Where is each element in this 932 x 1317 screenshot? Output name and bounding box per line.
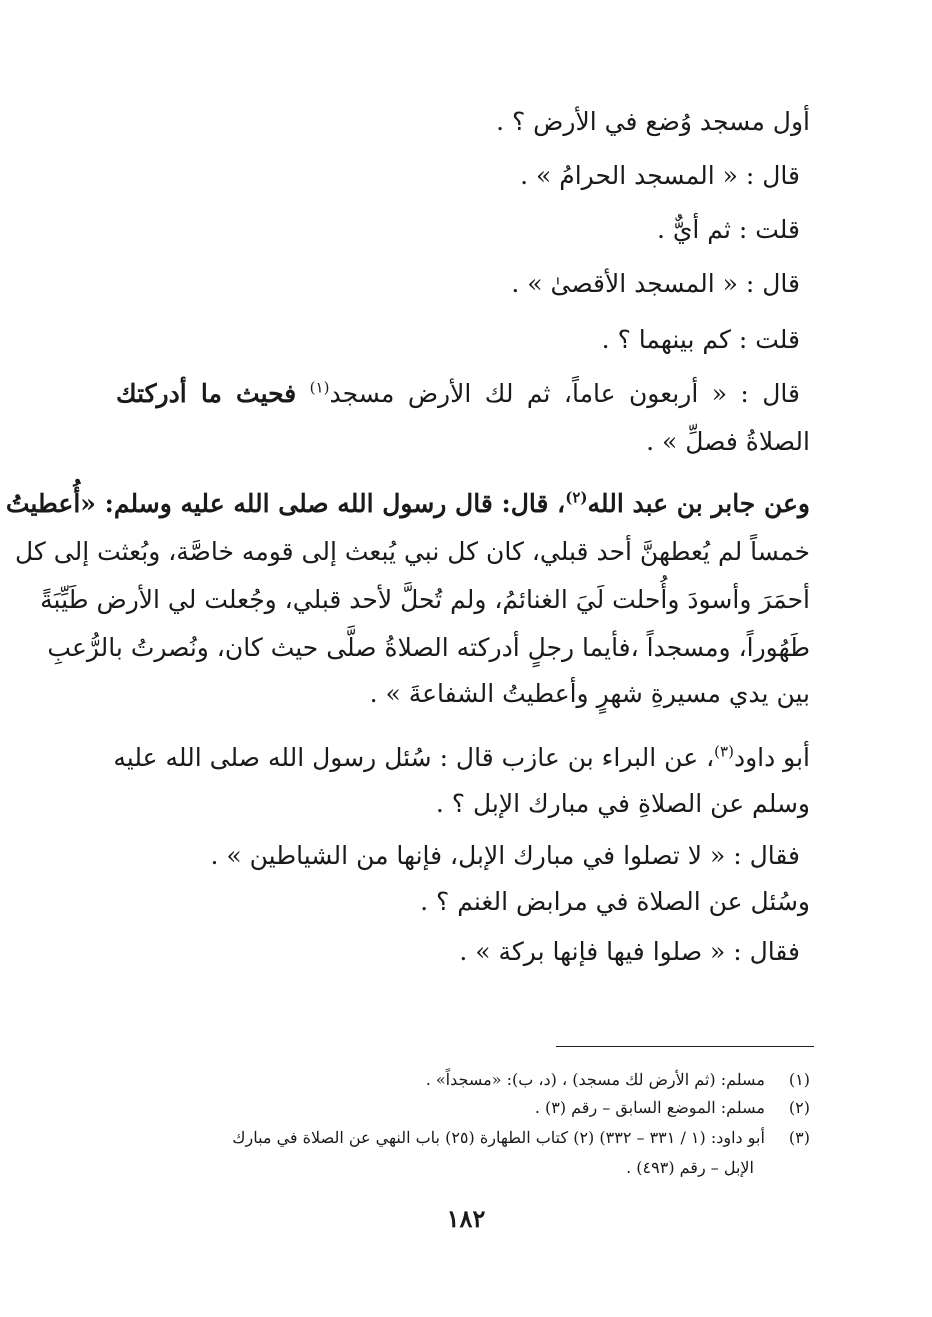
text-span: قال : « المسجد الأقصىٰ » .: [511, 269, 800, 298]
text-span: قال : « أربعون عاماً، ثم لك الأرض مسجد: [329, 379, 801, 408]
text-span: أبو داود: [733, 743, 810, 772]
text-line: [47, 628, 810, 668]
footnote-number: (٣): [788, 1128, 810, 1147]
text-line: [113, 738, 810, 778]
text-line: [520, 156, 800, 196]
text-span: الصلاةُ فصلِّ » .: [646, 427, 810, 456]
text-line: [210, 836, 800, 876]
bold-text: ، قال: قال رسول الله صلى الله عليه وسلم: «أُعطيتُ: [5, 489, 566, 518]
text-line: [370, 674, 810, 714]
text-span: قال : « المسجد الحرامُ » .: [520, 161, 800, 190]
footnote-text: أبو داود: (١ / ٣٣١ – ٣٣٢) (٢) كتاب الطهارة (٢٥) باب النهي عن الصلاة في مبارك: [232, 1128, 765, 1147]
text-line: [646, 422, 810, 462]
text-line: [436, 784, 810, 824]
text-span: فقال : « صلوا فيها فإنها بركة » .: [459, 937, 800, 966]
footnote: [426, 1066, 810, 1094]
footnote-divider: [556, 1046, 814, 1047]
text-span: طَهُوراً، ومسجداً ،فأيما رجلٍ أدركته الصلاةُ صلَّى حيث كان، ونُصرتُ بالرُّعبِ: [47, 633, 810, 662]
footnote-number: (١): [788, 1070, 810, 1089]
text-line: [496, 102, 810, 142]
text-span: أول مسجد وُضع في الأرض ؟ .: [496, 107, 810, 136]
text-span: ، عن البراء بن عازب قال : سُئل رسول الله صلى الله عليه: [113, 743, 715, 772]
text-line: [14, 532, 810, 572]
text-span: خمساً لم يُعطهنَّ أحد قبلي، كان كل نبي يُبعث إلى قومه خاصَّة، وبُعثت إلى كل: [14, 537, 810, 566]
page-number: ١٨٢: [446, 1204, 486, 1233]
text-line: [420, 882, 810, 922]
text-line: [602, 320, 800, 360]
footnote-ref[interactable]: (٢): [565, 488, 588, 507]
text-span: بين يدي مسيرةِ شهرٍ وأعطيتُ الشفاعةَ » .: [369, 679, 810, 708]
text-line: [511, 264, 800, 304]
footnote-continuation: [626, 1154, 754, 1182]
footnote-ref[interactable]: (١): [309, 378, 330, 397]
text-span: قلت : كم بينهما ؟ .: [601, 325, 800, 354]
text-line: [459, 932, 800, 972]
footnote-number: (٢): [788, 1098, 810, 1117]
text-span: قلت : ثم أيٌّ .: [656, 215, 800, 244]
footnote-text: مسلم: (ثم الأرض لك مسجد) ، (د، ب): «مسجداً» .: [425, 1070, 765, 1089]
bold-text: وعن جابر بن عبد الله: [587, 489, 810, 518]
footnote-text: الإبل – رقم (٤٩٣) .: [626, 1158, 754, 1177]
text-span: أحمَرَ وأسودَ وأُحلت لَيَ الغنائمُ، ولم تُحلَّ لأحد قبلي، وجُعلت لي الأرض طَيِّبَةً: [40, 585, 810, 614]
footnote-text: مسلم: الموضع السابق – رقم (٣) .: [534, 1098, 765, 1117]
text-line: [657, 210, 800, 250]
text-line: [116, 374, 800, 414]
footnote-ref[interactable]: (٣): [714, 742, 734, 761]
bold-text: فحيث ما أدركتك: [116, 379, 297, 408]
text-span: فقال : « لا تصلوا في مبارك الإبل، فإنها من الشياطين » .: [210, 841, 800, 870]
text-line: [5, 484, 810, 524]
text-span: وسلم عن الصلاةِ في مبارك الإبل ؟ .: [435, 789, 810, 818]
text-span: وسُئل عن الصلاة في مرابض الغنم ؟ .: [420, 887, 810, 916]
text-line: [40, 580, 810, 620]
footnote: [232, 1124, 810, 1152]
footnote: [535, 1094, 810, 1122]
